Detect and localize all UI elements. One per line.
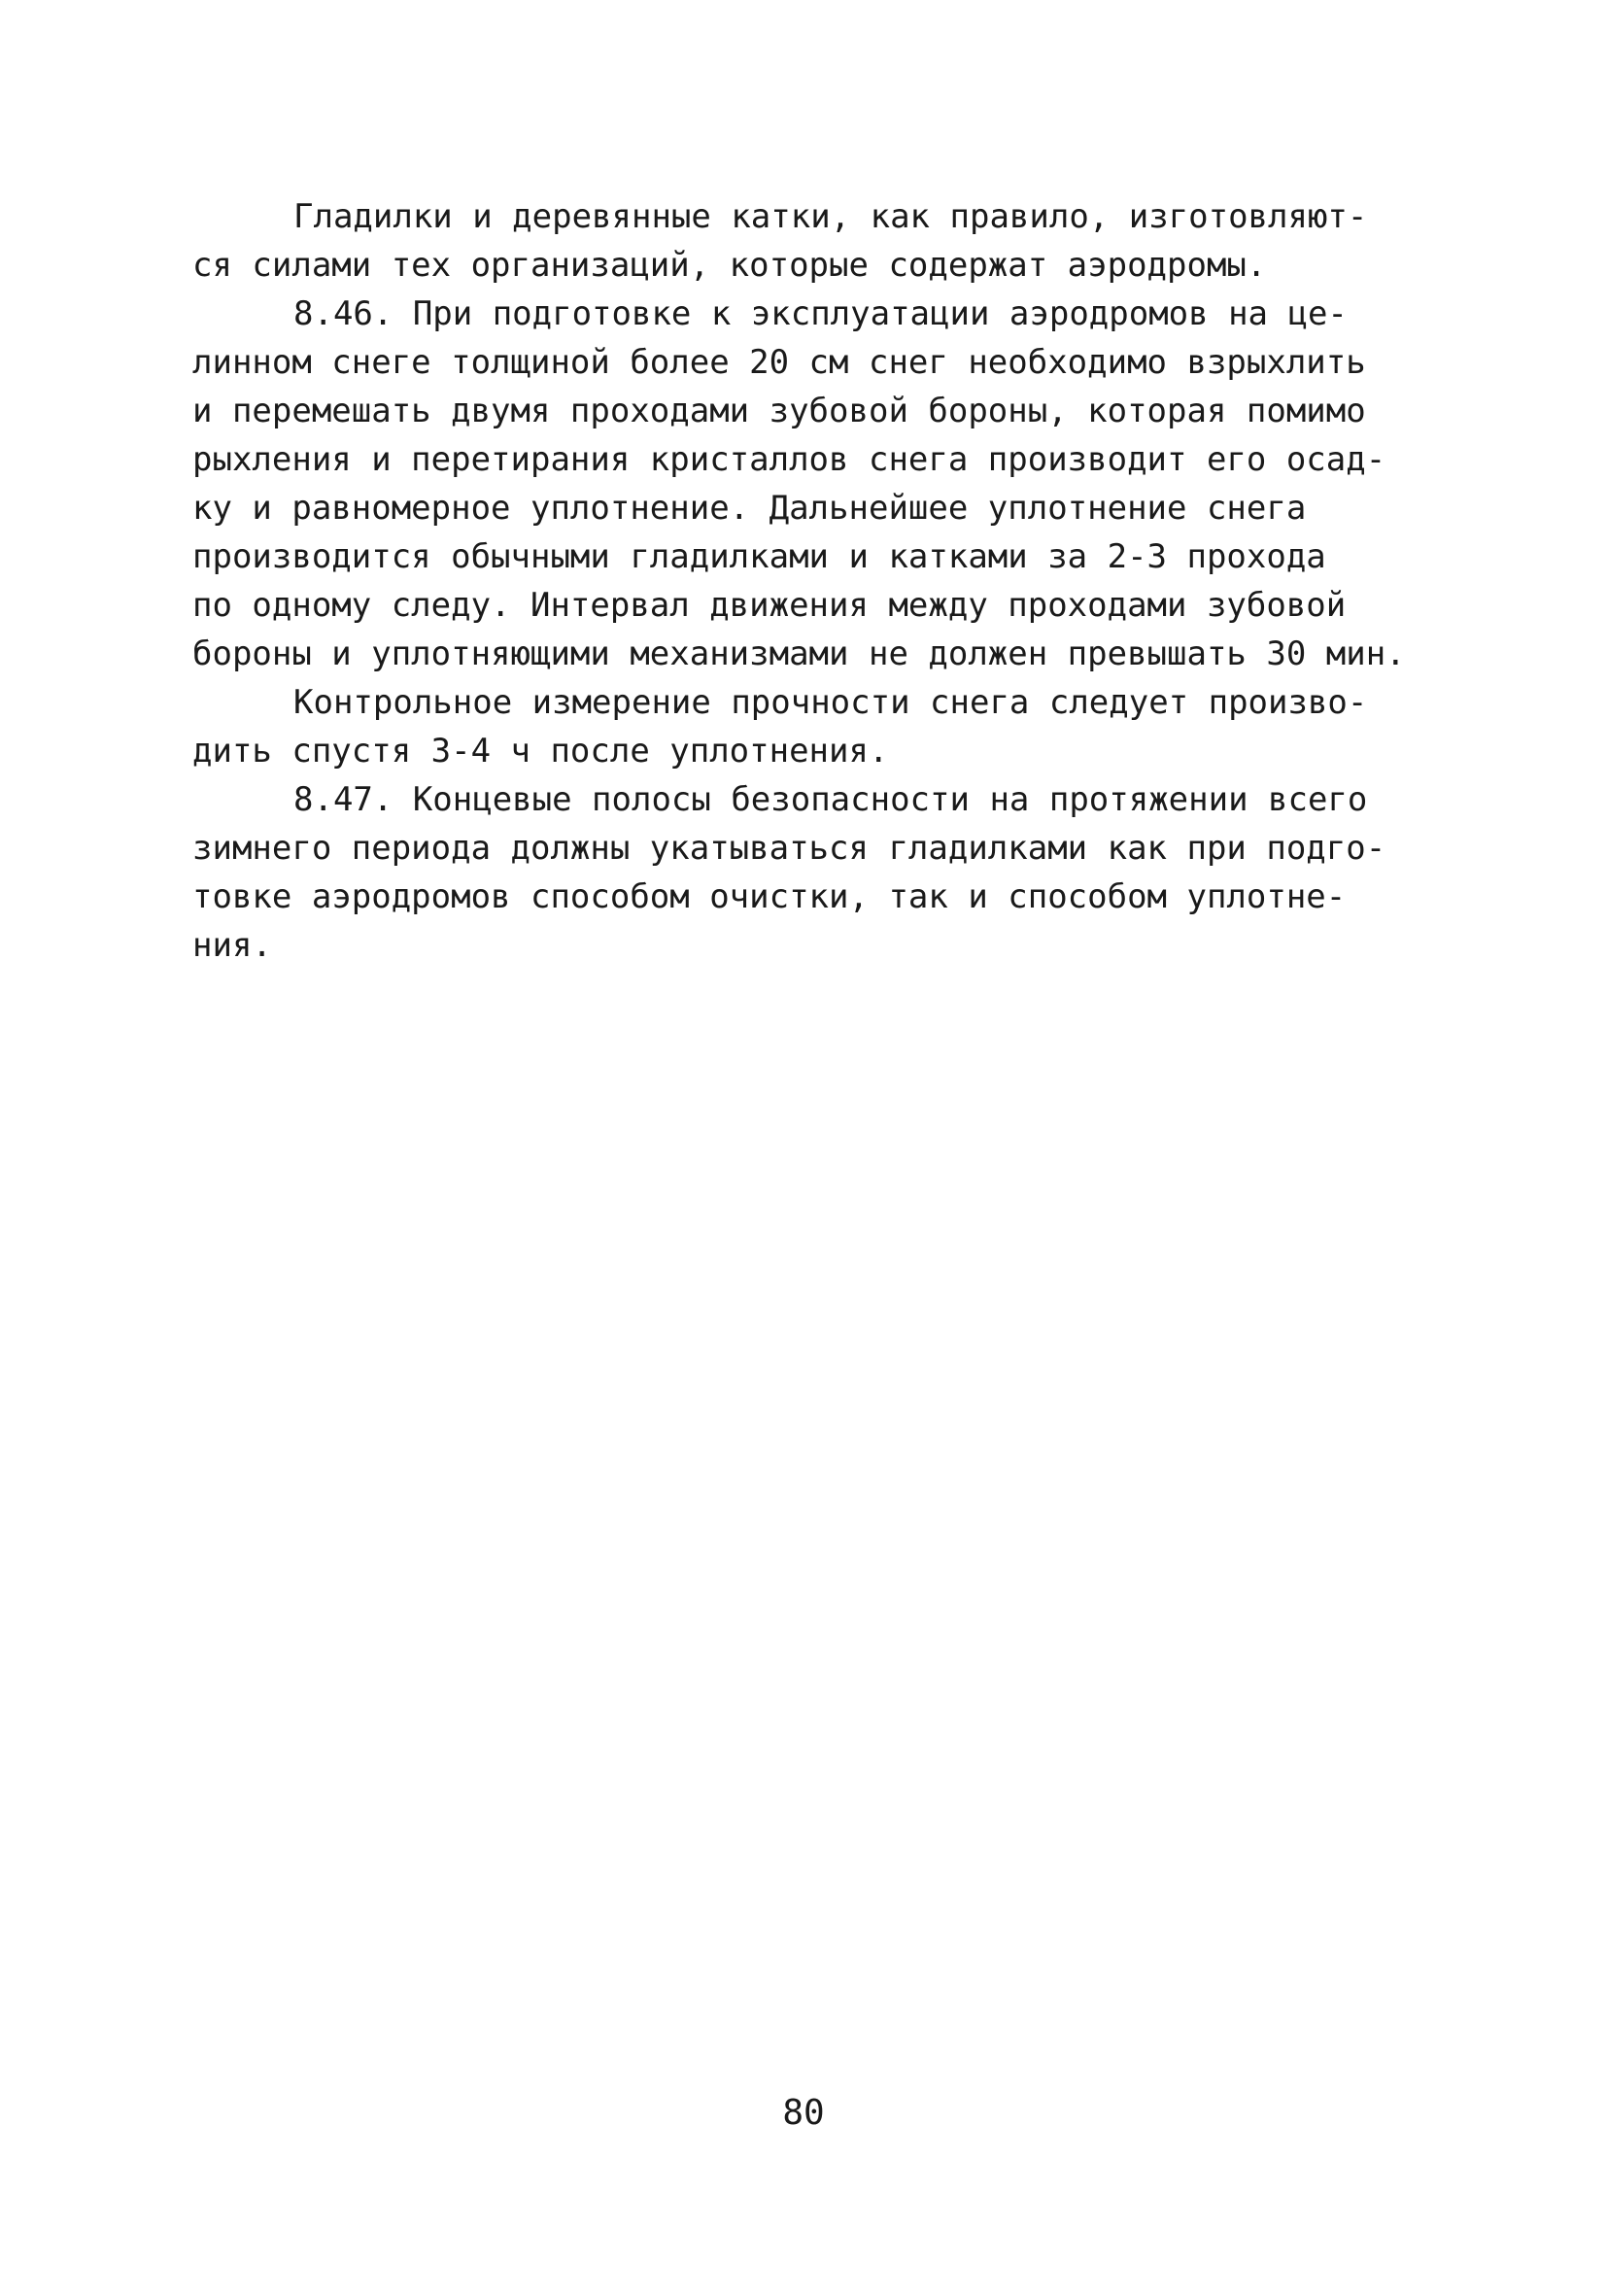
text-line: линном снеге толщиной более 20 см снег необходимо взрыхлить xyxy=(192,343,1366,382)
text-line: ку и равномерное уплотнение. Дальнейшее уплотнение снега xyxy=(192,489,1307,528)
text-line: зимнего периода должны укатываться гладилками как при подго- xyxy=(192,829,1386,868)
text-line: товке аэродромов способом очистки, так и способом уплотне- xyxy=(192,877,1347,916)
text-line: по одному следу. Интервал движения между проходами зубовой xyxy=(192,586,1347,625)
text-line: рыхления и перетирания кристаллов снега производит его осад- xyxy=(192,440,1386,479)
text-line: Гладилки и деревянные катки, как правило, изготовляют- xyxy=(293,197,1368,236)
text-line: и перемешать двумя проходами зубовой бороны, которая помимо xyxy=(192,392,1366,430)
paragraph-8-46-start: 8.46. При подготовке к эксплуатации аэродромов на це- xyxy=(293,294,1348,333)
text-line: бороны и уплотняющими механизмами не должен превышать 30 мин. xyxy=(192,634,1406,673)
body-text xyxy=(192,192,1455,970)
paragraph-8-47-start: 8.47. Концевые полосы безопасности на протяжении всего xyxy=(293,780,1368,819)
text-line: ся силами тех организаций, которые содержат аэродромы. xyxy=(192,246,1267,285)
text-line: ния. xyxy=(192,926,272,965)
text-line: Контрольное измерение прочности снега следует произво- xyxy=(293,683,1368,722)
page-number: 80 xyxy=(782,2093,825,2133)
text-line: дить спустя 3-4 ч после уплотнения. xyxy=(192,732,889,771)
text-line: производится обычными гладилками и катками за 2-3 прохода xyxy=(192,537,1326,576)
